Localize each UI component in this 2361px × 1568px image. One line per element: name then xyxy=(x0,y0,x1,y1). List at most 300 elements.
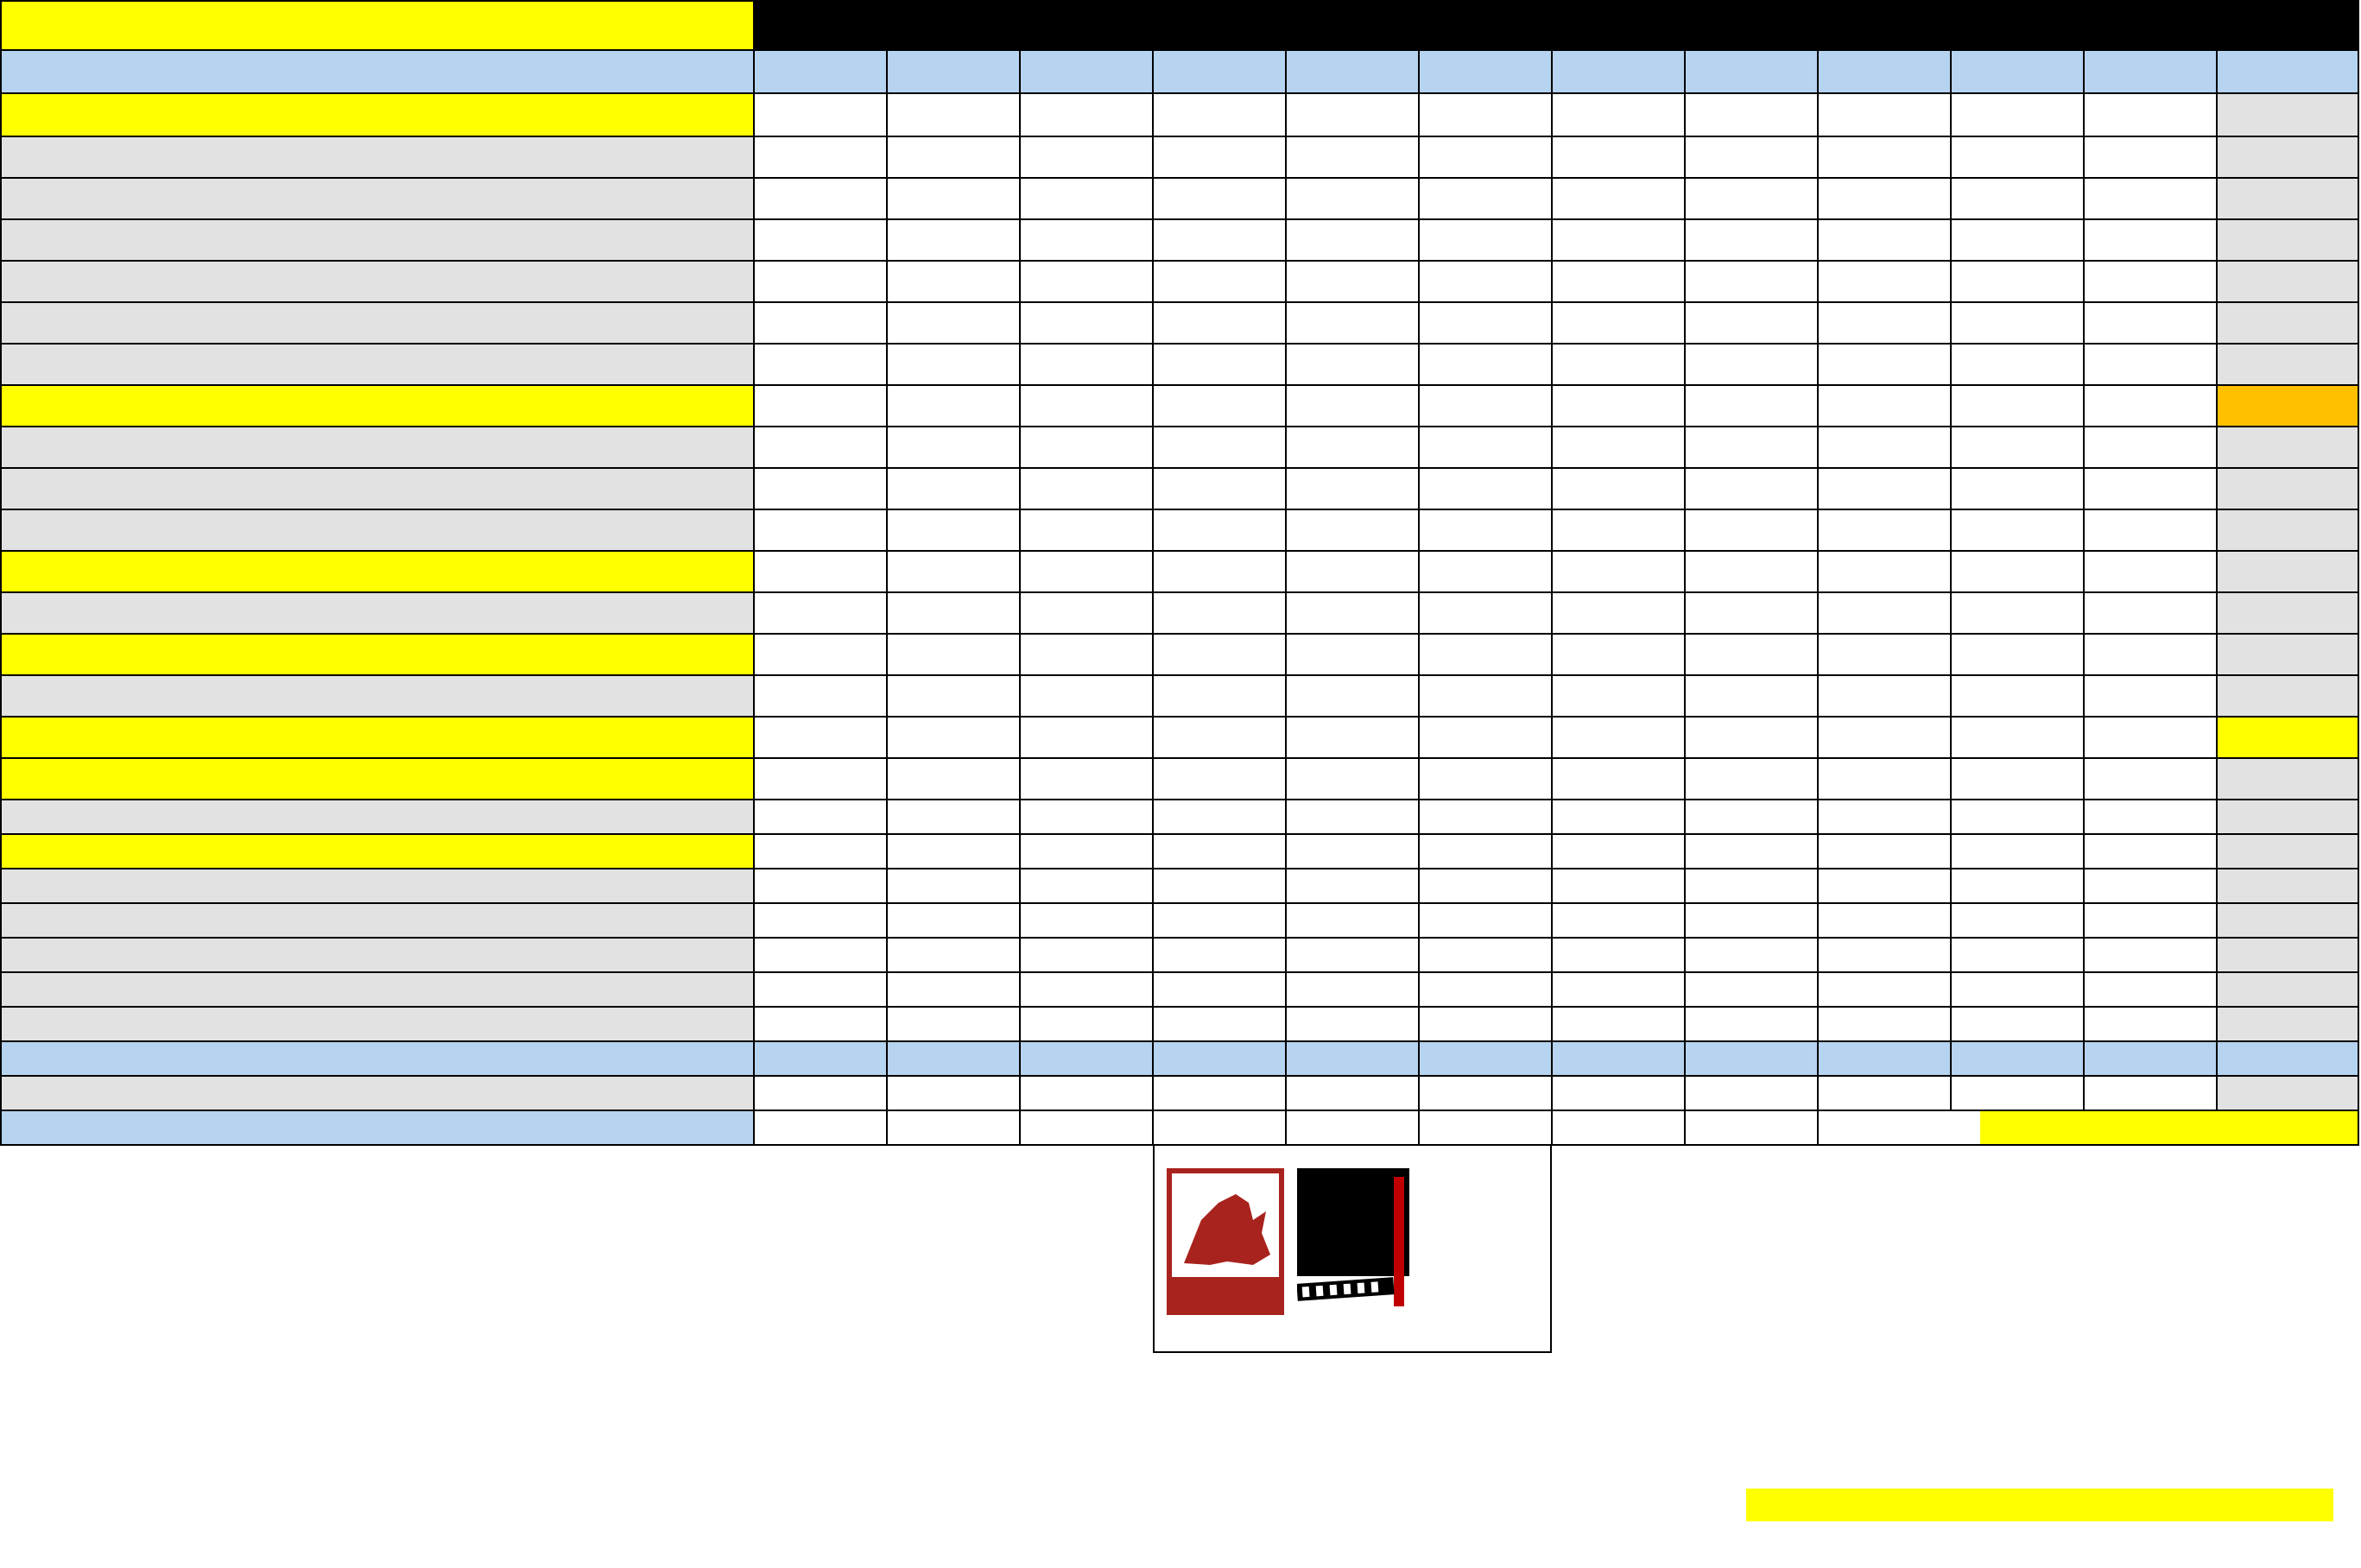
rating-id xyxy=(1419,972,1552,1007)
film-row xyxy=(1,302,2358,344)
rating-jpt xyxy=(754,972,887,1007)
film-title xyxy=(1,758,754,800)
rating-TD xyxy=(1153,136,1286,178)
film-average xyxy=(2217,385,2358,427)
film-average xyxy=(2217,758,2358,800)
rating-mw xyxy=(1951,219,2084,261)
film-title xyxy=(1,972,754,1007)
rating-td xyxy=(1020,938,1153,972)
rating-cs xyxy=(1552,869,1685,903)
rating-cs xyxy=(1552,385,1685,427)
rating-id xyxy=(1419,834,1552,869)
rating-TD xyxy=(1153,675,1286,717)
rating-gt xyxy=(1286,717,1419,758)
rating-rr xyxy=(2084,136,2217,178)
rating-gt xyxy=(1286,972,1419,1007)
film-row xyxy=(1,219,2358,261)
rating-TD xyxy=(1153,800,1286,834)
film-row xyxy=(1,592,2358,634)
critic-header-cs xyxy=(1552,50,1685,93)
critic-header-rr xyxy=(2084,1041,2217,1076)
rating-bvh xyxy=(1685,509,1818,551)
film-average xyxy=(2217,938,2358,972)
rating-td xyxy=(1020,675,1153,717)
rating-rr xyxy=(2084,634,2217,675)
empty-cell xyxy=(1552,1076,1685,1110)
partner-logos xyxy=(1153,1144,1552,1353)
empty-cell xyxy=(1552,1110,1685,1145)
rating-bvh xyxy=(1685,136,1818,178)
rating-cs xyxy=(1552,219,1685,261)
film-title xyxy=(1,675,754,717)
rating-bvh xyxy=(1685,800,1818,834)
rating-TD xyxy=(1153,834,1286,869)
rating-id xyxy=(1419,427,1552,468)
rating-pc xyxy=(887,800,1020,834)
empty-cell xyxy=(1419,1076,1552,1110)
rating-td xyxy=(1020,903,1153,938)
empty-cell xyxy=(1020,1110,1153,1145)
film-average xyxy=(2217,93,2358,136)
film-row xyxy=(1,972,2358,1007)
rating-TD xyxy=(1153,427,1286,468)
rating-id xyxy=(1419,468,1552,509)
rating-td xyxy=(1020,869,1153,903)
rating-jpt xyxy=(754,834,887,869)
film-average xyxy=(2217,972,2358,1007)
rating-bvh xyxy=(1685,634,1818,675)
film-row xyxy=(1,551,2358,592)
film-row xyxy=(1,136,2358,178)
rating-mt xyxy=(1818,136,1951,178)
rating-cs xyxy=(1552,592,1685,634)
rating-jpt xyxy=(754,869,887,903)
rating-td xyxy=(1020,1007,1153,1041)
film-title xyxy=(1,869,754,903)
rating-gt xyxy=(1286,509,1419,551)
rating-mt xyxy=(1818,869,1951,903)
rating-jpt xyxy=(754,903,887,938)
empty-cell xyxy=(1286,1110,1419,1145)
rating-mw xyxy=(1951,178,2084,219)
film-row xyxy=(1,717,2358,758)
cinextdoor-header-row xyxy=(1,1041,2358,1076)
empty-cell xyxy=(2084,1076,2217,1110)
rating-gt xyxy=(1286,385,1419,427)
rating-td xyxy=(1020,834,1153,869)
rating-cs xyxy=(1552,758,1685,800)
film-title xyxy=(1,834,754,869)
rating-bvh xyxy=(1685,972,1818,1007)
rating-gt xyxy=(1286,758,1419,800)
film-title xyxy=(1,219,754,261)
empty-cell xyxy=(754,1076,887,1110)
rating-cs xyxy=(1552,468,1685,509)
rating-rr xyxy=(2084,385,2217,427)
rating-rr xyxy=(2084,903,2217,938)
empty-cell xyxy=(1,1076,754,1110)
rating-jpt xyxy=(754,344,887,385)
rating-TD xyxy=(1153,468,1286,509)
critic-header-mt xyxy=(1818,50,1951,93)
rating-id xyxy=(1419,509,1552,551)
rating-pc xyxy=(887,1007,1020,1041)
rating-jpt xyxy=(754,219,887,261)
rating-jpt xyxy=(754,551,887,592)
rating-td xyxy=(1020,302,1153,344)
rating-mt xyxy=(1818,800,1951,834)
rating-pc xyxy=(887,592,1020,634)
rating-jpt xyxy=(754,261,887,302)
rating-rr xyxy=(2084,834,2217,869)
rating-cs xyxy=(1552,261,1685,302)
rating-mt xyxy=(1818,385,1951,427)
empty-cell xyxy=(1286,1076,1419,1110)
rating-jpt xyxy=(754,800,887,834)
rating-bvh xyxy=(1685,468,1818,509)
rating-mw xyxy=(1951,800,2084,834)
film-title xyxy=(1,385,754,427)
rating-TD xyxy=(1153,758,1286,800)
critic-header-id xyxy=(1419,50,1552,93)
critic-header-pc xyxy=(887,50,1020,93)
participants-header-row xyxy=(1,1110,2358,1145)
film-row xyxy=(1,93,2358,136)
rating-mw xyxy=(1951,717,2084,758)
rating-td xyxy=(1020,136,1153,178)
rating-jpt xyxy=(754,302,887,344)
rating-id xyxy=(1419,903,1552,938)
critic-header-gt xyxy=(1286,50,1419,93)
film-row xyxy=(1,634,2358,675)
rating-gt xyxy=(1286,675,1419,717)
rating-pc xyxy=(887,93,1020,136)
rating-rr xyxy=(2084,1007,2217,1041)
rating-td xyxy=(1020,427,1153,468)
empty-row xyxy=(1,1076,2358,1110)
rating-jpt xyxy=(754,717,887,758)
participants-header xyxy=(1,1110,754,1145)
rating-bvh xyxy=(1685,344,1818,385)
empty-cell xyxy=(1020,1076,1153,1110)
empty-cell xyxy=(1153,1076,1286,1110)
rating-td xyxy=(1020,93,1153,136)
rating-rr xyxy=(2084,178,2217,219)
critic-header-TD xyxy=(1153,50,1286,93)
rating-mw xyxy=(1951,834,2084,869)
film-average xyxy=(2217,592,2358,634)
rating-mt xyxy=(1818,427,1951,468)
rating-jpt xyxy=(754,93,887,136)
rating-rr xyxy=(2084,717,2217,758)
rating-pc xyxy=(887,302,1020,344)
empty-cell xyxy=(1685,1110,1818,1145)
rating-pc xyxy=(887,427,1020,468)
film-title xyxy=(1,261,754,302)
rating-gt xyxy=(1286,903,1419,938)
film-title xyxy=(1,1007,754,1041)
film-row xyxy=(1,261,2358,302)
rating-TD xyxy=(1153,385,1286,427)
rating-mw xyxy=(1951,903,2084,938)
film-average xyxy=(2217,717,2358,758)
rating-rr xyxy=(2084,758,2217,800)
rating-TD xyxy=(1153,938,1286,972)
rating-jpt xyxy=(754,758,887,800)
rating-pc xyxy=(887,219,1020,261)
film-row xyxy=(1,1007,2358,1041)
rating-mw xyxy=(1951,1007,2084,1041)
rating-bvh xyxy=(1685,427,1818,468)
film-title xyxy=(1,634,754,675)
rating-rr xyxy=(2084,972,2217,1007)
rating-mt xyxy=(1818,758,1951,800)
film-title xyxy=(1,93,754,136)
rating-TD xyxy=(1153,592,1286,634)
rating-bvh xyxy=(1685,1007,1818,1041)
rating-td xyxy=(1020,468,1153,509)
rating-rr xyxy=(2084,344,2217,385)
rating-cs xyxy=(1552,551,1685,592)
rating-TD xyxy=(1153,869,1286,903)
rating-mw xyxy=(1951,385,2084,427)
rating-rr xyxy=(2084,592,2217,634)
rating-jpt xyxy=(754,675,887,717)
rating-td xyxy=(1020,261,1153,302)
rating-TD xyxy=(1153,219,1286,261)
rating-mw xyxy=(1951,675,2084,717)
rating-mt xyxy=(1818,551,1951,592)
rating-pc xyxy=(887,178,1020,219)
rating-pc xyxy=(887,758,1020,800)
empty-cell xyxy=(1818,1076,1951,1110)
rating-bvh xyxy=(1685,178,1818,219)
banner-row xyxy=(1,1,2358,50)
rating-mt xyxy=(1818,302,1951,344)
rating-mt xyxy=(1818,468,1951,509)
film-row xyxy=(1,675,2358,717)
rating-gt xyxy=(1286,261,1419,302)
critic-header-td xyxy=(1020,1041,1153,1076)
rating-cs xyxy=(1552,1007,1685,1041)
film-average xyxy=(2217,834,2358,869)
rating-td xyxy=(1020,592,1153,634)
rating-gt xyxy=(1286,834,1419,869)
film-average xyxy=(2217,551,2358,592)
film-title xyxy=(1,468,754,509)
rating-cs xyxy=(1552,344,1685,385)
film-average xyxy=(2217,344,2358,385)
critic-header-id xyxy=(1419,1041,1552,1076)
rating-bvh xyxy=(1685,717,1818,758)
rating-pc xyxy=(887,675,1020,717)
empty-cell xyxy=(887,1076,1020,1110)
film-title xyxy=(1,509,754,551)
critic-header-td xyxy=(1020,50,1153,93)
rating-TD xyxy=(1153,717,1286,758)
film-row xyxy=(1,468,2358,509)
empty-cell xyxy=(887,1110,1020,1145)
rating-bvh xyxy=(1685,834,1818,869)
rating-TD xyxy=(1153,178,1286,219)
film-title xyxy=(1,800,754,834)
rating-id xyxy=(1419,1007,1552,1041)
rating-pc xyxy=(887,468,1020,509)
rating-id xyxy=(1419,136,1552,178)
column-header-row xyxy=(1,50,2358,93)
rating-cs xyxy=(1552,972,1685,1007)
rating-jpt xyxy=(754,592,887,634)
cinextdoor-header xyxy=(1,1041,754,1076)
film-average xyxy=(2217,219,2358,261)
film-row xyxy=(1,903,2358,938)
rating-id xyxy=(1419,800,1552,834)
film-average xyxy=(2217,302,2358,344)
rating-TD xyxy=(1153,1007,1286,1041)
rating-rr xyxy=(2084,800,2217,834)
critic-header-bvh xyxy=(1685,1041,1818,1076)
rating-bvh xyxy=(1685,261,1818,302)
rating-gt xyxy=(1286,344,1419,385)
film-row xyxy=(1,344,2358,385)
film-average xyxy=(2217,427,2358,468)
rating-cs xyxy=(1552,675,1685,717)
rating-id xyxy=(1419,261,1552,302)
rating-TD xyxy=(1153,93,1286,136)
rating-id xyxy=(1419,675,1552,717)
rating-td xyxy=(1020,344,1153,385)
film-row xyxy=(1,869,2358,903)
empty-cell xyxy=(1951,1076,2084,1110)
rating-mt xyxy=(1818,509,1951,551)
film-row xyxy=(1,938,2358,972)
critic-header-pc xyxy=(887,1041,1020,1076)
rating-id xyxy=(1419,717,1552,758)
rating-id xyxy=(1419,869,1552,903)
empty-cell xyxy=(2217,1076,2358,1110)
alpc-logo xyxy=(1297,1168,1556,1315)
rating-rr xyxy=(2084,219,2217,261)
rating-mt xyxy=(1818,261,1951,302)
rating-bvh xyxy=(1685,592,1818,634)
title-black-bar xyxy=(754,1,2358,50)
rating-gt xyxy=(1286,136,1419,178)
rating-td xyxy=(1020,717,1153,758)
rating-bvh xyxy=(1685,385,1818,427)
rating-jpt xyxy=(754,468,887,509)
rating-jpt xyxy=(754,385,887,427)
rating-mw xyxy=(1951,344,2084,385)
rating-id xyxy=(1419,551,1552,592)
rating-cs xyxy=(1552,834,1685,869)
rating-rr xyxy=(2084,869,2217,903)
rating-jpt xyxy=(754,1007,887,1041)
rating-td xyxy=(1020,385,1153,427)
rating-mw xyxy=(1951,136,2084,178)
film-average xyxy=(2217,869,2358,903)
rating-pc xyxy=(887,869,1020,903)
rating-bvh xyxy=(1685,869,1818,903)
critic-header-mw xyxy=(1951,50,2084,93)
rating-pc xyxy=(887,972,1020,1007)
legend-note xyxy=(1818,1110,2358,1145)
rating-mt xyxy=(1818,717,1951,758)
rating-mw xyxy=(1951,869,2084,903)
rating-td xyxy=(1020,219,1153,261)
film-row xyxy=(1,834,2358,869)
rating-gt xyxy=(1286,302,1419,344)
film-row xyxy=(1,758,2358,800)
rating-bvh xyxy=(1685,302,1818,344)
rating-gt xyxy=(1286,551,1419,592)
rating-mw xyxy=(1951,972,2084,1007)
rating-id xyxy=(1419,219,1552,261)
rating-cs xyxy=(1552,903,1685,938)
rating-gt xyxy=(1286,219,1419,261)
film-title-header xyxy=(1,50,754,93)
rating-TD xyxy=(1153,551,1286,592)
film-title xyxy=(1,136,754,178)
critic-header-gt xyxy=(1286,1041,1419,1076)
rating-mw xyxy=(1951,551,2084,592)
rating-gt xyxy=(1286,1007,1419,1041)
rating-bvh xyxy=(1685,675,1818,717)
rating-mt xyxy=(1818,972,1951,1007)
rating-mt xyxy=(1818,344,1951,385)
critic-header-rr xyxy=(2084,50,2217,93)
empty-cell xyxy=(1419,1110,1552,1145)
rating-mt xyxy=(1818,938,1951,972)
rating-bvh xyxy=(1685,93,1818,136)
film-title xyxy=(1,592,754,634)
rating-mw xyxy=(1951,261,2084,302)
rating-mw xyxy=(1951,468,2084,509)
rating-rr xyxy=(2084,938,2217,972)
rating-rr xyxy=(2084,675,2217,717)
rating-mw xyxy=(1951,758,2084,800)
film-average xyxy=(2217,468,2358,509)
rating-bvh xyxy=(1685,938,1818,972)
rating-mw xyxy=(1951,427,2084,468)
rating-jpt xyxy=(754,634,887,675)
rating-mw xyxy=(1951,93,2084,136)
empty-cell xyxy=(1153,1110,1286,1145)
rating-cs xyxy=(1552,302,1685,344)
rating-bvh xyxy=(1685,551,1818,592)
empty-cell xyxy=(754,1110,887,1145)
rating-rr xyxy=(2084,509,2217,551)
critic-header-mt xyxy=(1818,1041,1951,1076)
rating-id xyxy=(1419,758,1552,800)
rating-jpt xyxy=(754,509,887,551)
film-title xyxy=(1,302,754,344)
film-average xyxy=(2217,509,2358,551)
rating-bvh xyxy=(1685,219,1818,261)
rating-id xyxy=(1419,592,1552,634)
critic-header-jpt xyxy=(754,50,887,93)
rating-pc xyxy=(887,938,1020,972)
rating-TD xyxy=(1153,972,1286,1007)
rating-mt xyxy=(1818,834,1951,869)
jpt-rhino-logo xyxy=(1167,1168,1284,1315)
film-title xyxy=(1,427,754,468)
rating-pc xyxy=(887,834,1020,869)
film-row xyxy=(1,427,2358,468)
rating-mt xyxy=(1818,903,1951,938)
film-title xyxy=(1,938,754,972)
film-average xyxy=(2217,634,2358,675)
film-average xyxy=(2217,1007,2358,1041)
